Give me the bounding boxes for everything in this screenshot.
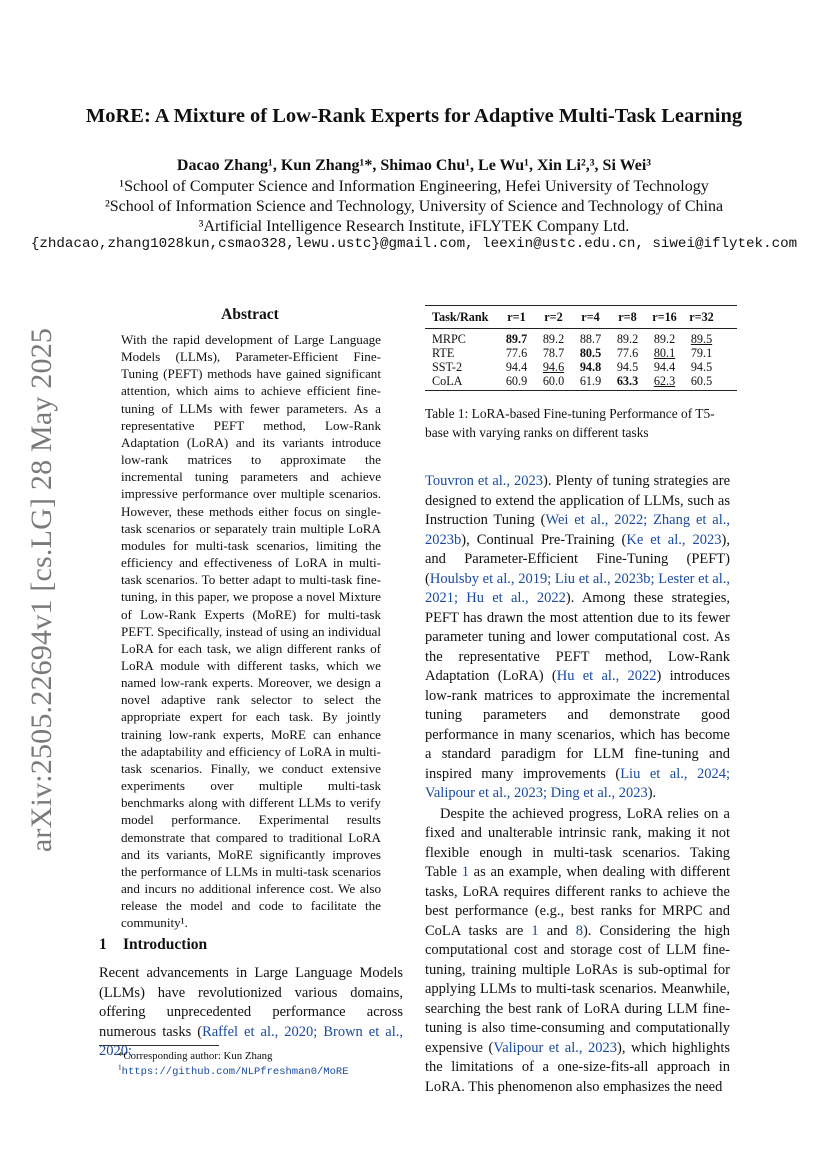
citation-link[interactable]: 1 <box>461 864 469 880</box>
table-cell: 89.2 <box>542 332 565 346</box>
table-cell: 94.4 <box>653 360 676 374</box>
right-column-text <box>425 472 730 1097</box>
table-cell: 94.6 <box>542 360 565 374</box>
intro-paragraph <box>99 964 403 1062</box>
body-text: ), Continual Pre-Training ( <box>461 531 627 548</box>
code-link[interactable]: https://github.com/NLPfreshman0/MoRE <box>121 1066 349 1078</box>
table-cell: 60.0 <box>542 374 565 388</box>
table-caption: Table 1: LoRA-based Fine-tuning Performance of T5-base with varying ranks on different tasks <box>425 406 715 440</box>
table-cell: 89.2 <box>616 332 639 346</box>
intro-text: Recent advancements in Large Language Models (LLMs) have revolutionized various domains, offering unprecedented performance across numerous tasks ( <box>99 965 403 1040</box>
table-cell: RTE <box>432 346 455 360</box>
affiliation-3: ³Artificial Intelligence Research Institute, iFLYTEK Company Ltd. <box>198 218 630 235</box>
table-cell: 60.9 <box>505 374 528 388</box>
arxiv-identifier <box>22 327 62 853</box>
body-text: ), and Parameter-Efficient Fine-Tuning (PEFT) ( <box>425 531 730 587</box>
table-header-cell: Task/Rank <box>432 310 489 324</box>
author-emails: {zhdacao,zhang1028kun,csmao328,lewu.ustc}@gmail.com, leexin@ustc.edu.cn, siwei@iflytek.com <box>30 236 798 252</box>
table-header-cell: r=32 <box>689 310 714 324</box>
table-cell: 94.5 <box>690 360 713 374</box>
paper-title: MoRE: A Mixture of Low-Rank Experts for Adaptive Multi-Task Learning <box>85 105 743 127</box>
table-cell: 77.6 <box>505 346 528 360</box>
body-text: ). Plenty of tuning strategies are designed to extend the application of LLMs, such as Instruction Tuning ( <box>425 473 730 528</box>
table-cell: MRPC <box>432 332 466 346</box>
table-cell: 63.3 <box>616 374 639 388</box>
footnote-mark: 1 <box>118 1062 122 1072</box>
body-paragraph-2 <box>425 805 730 1098</box>
table-bottom-rule <box>425 390 737 391</box>
table-top-rule <box>425 305 737 306</box>
table-cell: SST-2 <box>432 360 463 374</box>
abstract-text: With the rapid development of Large Language Models (LLMs), Parameter-Efficient Fine-Tuning (PEFT) methods have gained significant attention, which aims to achieve efficient fine-tuning of LLMs with fewer parameters. As a representative PEFT method, Low-Rank Adaptation (LoRA) and its variants introduce low-rank matrices to approximate the incremental tuning parameters and achieve impressive performance over multiple scenarios. However, these methods either focus on single-task scenarios or separately train multiple LoRA modules for multi-task scenarios, limiting the efficiency and effectiveness of LoRA in multi-task scenarios. To better adapt to multi-task fine-tuning, in this paper, we propose a novel Mixture of Low-Rank Experts (MoRE) for multi-task PEFT. Specifically, instead of using an individual LoRA for each task, we align different ranks of LoRA module with different tasks, which we named low-rank experts. Moreover, we design a novel adaptive rank selector to select the appropriate expert for each task. By jointly training low-rank experts, MoRE can enhance the adaptability and efficiency of LoRA in multi-task scenarios. Finally, we conduct extensive experiments over multiple multi-task benchmarks along with different LLMs to verify model performance. Experimental results demonstrate that compared to traditional LoRA and its variants, MoRE significantly improves the performance of LLMs in multi-task scenarios and incurs no additional inference cost. We also release the model and code to facilitate the community¹. <box>121 332 381 931</box>
section-title: Introduction <box>123 936 208 953</box>
intro-citation[interactable]: Raffel et al., 2020; Brown et al., 2020; <box>99 1023 404 1059</box>
table-header-cell: r=1 <box>507 310 526 324</box>
author-list: Dacao Zhang¹, Kun Zhang¹*, Shimao Chu¹, Le Wu¹, Xin Li²,³, Si Wei³ <box>176 157 652 174</box>
body-text: ), which highlights the limitations of a one-size-fits-all approach in LoRA. This phenomenon also emphasizes the need <box>425 1039 730 1095</box>
body-text: Despite the achieved progress, LoRA relies on a fixed and unalterable intrinsic rank, making it not flexible enough in multi-task scenarios. Taking Table <box>425 805 730 880</box>
table-row <box>432 346 720 361</box>
body-text: and <box>538 922 576 939</box>
table-header-cell: r=2 <box>544 310 563 324</box>
body-text: as an example, when dealing with different tasks, LoRA requires different ranks to achieve the best performance (e.g., best ranks for MRPC and CoLA tasks are <box>425 864 730 939</box>
table-cell: CoLA <box>432 374 463 388</box>
body-text: ). Considering the high computational cost and storage cost of LLM fine-tuning, training multiple LoRAs is sub-optimal for applying LLMs to multi-task scenarios. Meanwhile, searching the best rank of LoRA during LLM fine-tuning is also time-consuming and computationally expensive ( <box>425 922 730 1056</box>
table-cell: 80.1 <box>653 346 676 360</box>
table-cell: 61.9 <box>579 374 602 388</box>
table-cell: 88.7 <box>579 332 602 346</box>
citation-link[interactable]: Liu et al., 2024; Valipour et al., 2023; Ding et al., 2023 <box>425 765 730 801</box>
body-text: ) introduces low-rank matrices to approximate the incremental tuning parameters and demonstrate good performance in many scenarios, which has become a standard paradigm for LLM fine-tuning and inspired many improvements ( <box>425 668 730 782</box>
footnote-code <box>118 1062 349 1078</box>
table-header-cell: r=16 <box>652 310 677 324</box>
table-row <box>432 374 720 389</box>
table-header-cell: r=4 <box>581 310 600 324</box>
table-header-row <box>432 310 720 325</box>
table-cell: 94.4 <box>505 360 528 374</box>
table-header-cell: r=8 <box>618 310 637 324</box>
affiliation-2: ²School of Information Science and Technology, University of Science and Technology of China <box>104 198 724 215</box>
table-cell: 80.5 <box>579 346 602 360</box>
citation-link[interactable]: Ke et al., 2023 <box>626 531 722 548</box>
citation-link[interactable]: Wei et al., 2022; Zhang et al., 2023b <box>425 512 730 548</box>
section-heading <box>99 936 207 954</box>
table-cell: 89.5 <box>690 332 713 346</box>
table-cell: 79.1 <box>690 346 713 360</box>
body-text: ). Among these strategies, PEFT has drawn the most attention due to its fewer parameter tuning and lower computational cost. As the representative PEFT method, Low-Rank Adaptation (LoRA) ( <box>425 590 730 684</box>
section-number: 1 <box>99 936 107 953</box>
citation-link[interactable]: 1 <box>531 922 539 939</box>
arxiv-identifier-text: arXiv:2505.22694v1 [cs.LG] 28 May 2025 <box>25 327 59 853</box>
footnote-corresponding: *Corresponding author: Kun Zhang <box>118 1050 273 1062</box>
table-cell: 94.5 <box>616 360 639 374</box>
table-row <box>432 332 720 347</box>
table-row <box>432 360 720 375</box>
citation-link[interactable]: Valipour et al., 2023 <box>493 1039 618 1056</box>
table-cell: 60.5 <box>690 374 713 388</box>
body-text: ). <box>647 785 657 801</box>
table-cell: 89.7 <box>505 332 528 346</box>
table-cell: 77.6 <box>616 346 639 360</box>
abstract-heading: Abstract <box>221 306 279 323</box>
table-mid-rule <box>425 328 737 329</box>
affiliation-1: ¹School of Computer Science and Information Engineering, Hefei University of Technology <box>119 178 709 195</box>
table-cell: 89.2 <box>653 332 676 346</box>
citation-link[interactable]: 8 <box>575 922 583 939</box>
footnote-rule <box>99 1045 219 1046</box>
citation-link[interactable]: Houlsby et al., 2019; Liu et al., 2023b; Lester et al., 2021; Hu et al., 2022 <box>425 570 730 606</box>
table-cell: 62.3 <box>653 374 676 388</box>
citation-link[interactable]: Hu et al., 2022 <box>556 668 657 684</box>
table-cell: 94.8 <box>579 360 602 374</box>
table-cell: 78.7 <box>542 346 565 360</box>
citation-link[interactable]: Touvron et al., 2023 <box>425 473 544 489</box>
body-paragraph-1 <box>425 472 730 804</box>
